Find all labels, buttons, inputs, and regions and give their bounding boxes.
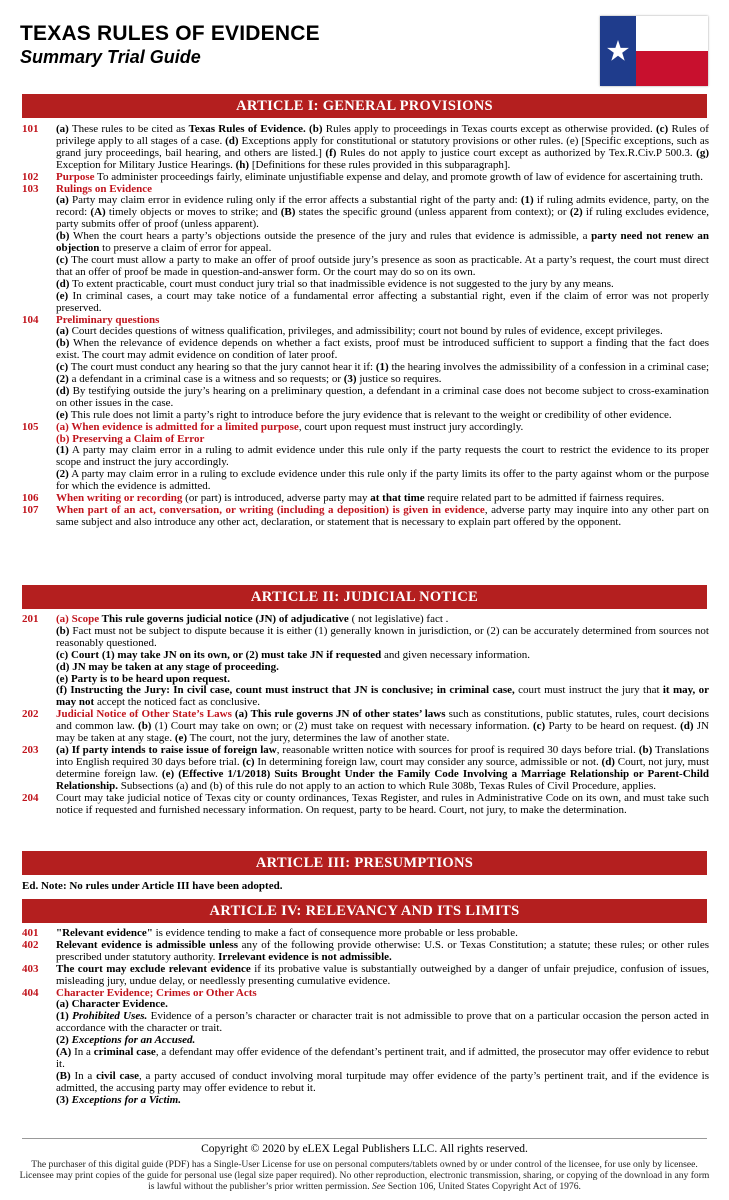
rule-103: 103 Rulings on Evidence (a) Party may claim error in evidence ruling only if the error affects a substantial right of the party and: (1) if ruling admits evidence, party, on the record: (A) timely objects or moves to strike; and (B) states the specific ground (unless apparent from context); or (2) if ruling excludes evidence, party submits offer of proof (unless apparent). (b) When the court hears a party’s objections outside the presence of the jury and rules that evidence is admissible, a party need not renew an objection to preserve a claim of error for appeal. (c) The court must allow a party to make an offer of proof outside jury’s presence as soon as practicable. At a party’s request, the court must direct that an offer of proof be made in question-and-answer form. Or the court may do so on its own. (d) To extent practicable, court must conduct jury trial so that inadmissible evidence is not suggested to the jury by any means. (e) In criminal cases, a court may take notice of a fundamental error affecting a substantial right, even if the claim of error was not properly preserved. <box>22 182 709 314</box>
texas-flag-icon <box>600 16 708 86</box>
rule-204: 204 Court may take judicial notice of Texas city or county ordinances, Texas Register, and rules in Administrative Code on its own, and must take such notice if requested and furnished necessary information. On request, party to be heard. Court, not jury, to make the determination. <box>22 791 709 816</box>
rule-number: 107 <box>22 504 39 516</box>
copyright: Copyright © 2020 by eLEX Legal Publishers LLC. All rights reserved. <box>201 1143 528 1155</box>
rule-102: 102 Purpose To administer proceedings fairly, eliminate unjustifiable expense and delay, and promote growth of law of evidence for ascertaining truth. <box>22 170 704 183</box>
article-3-heading: ARTICLE III: PRESUMPTIONS <box>22 851 707 875</box>
license-notice: The purchaser of this digital guide (PDF) has a Single-User License for use on personal computers/tablets owned by or under control of the licensee, for use only by licensee. Licensee may print copies of the guide for personal use (legal size paper required). No other reproduction, electronic transmission, sharing, or copying of the download in any form is lawful without the publisher’s prior written permission. See Section 106, United States Copyright Act of 1976. <box>19 1159 710 1192</box>
rule-101: 101 (a) These rules to be cited as Texas Rules of Evidence. (b) Rules apply to proceedings in Texas courts except as otherwise provided. (c) Rules of privilege apply to all stages of a case. (d) Exceptions apply for constitutional or statutory provisions or other rules. (e) [Specific exceptions, such as grand jury proceedings, bail hearing, and others are listed.] (f) Rules do not apply to justice court except as authorized by Tex.R.Civ.P 500.3. (g) Exception for Military Justice Hearings. (h) [Definitions for these rules provided in this subparagraph]. <box>22 123 709 171</box>
rule-403: 403 The court may exclude relevant evidence if its probative value is substantially outweighed by a danger of unfair prejudice, confusion of issues, misleading jury, undue delay, or needlessly presenting cumulative evidence. <box>22 962 709 987</box>
rule-106: 106 When writing or recording (or part) is introduced, adverse party may at that time require related part to be admitted if fairness requires. <box>22 492 665 505</box>
article-1-heading: ARTICLE I: GENERAL PROVISIONS <box>22 94 707 118</box>
rule-number: 105 <box>22 420 39 433</box>
rule-404: 404 Character Evidence; Crimes or Other Acts (a) Character Evidence. (1) Prohibited Uses. Evidence of a person’s character or character trait is not admissible to prove that on a particular occasion the person acted in accordance with the character or trait. (2) Exceptions for an Accused. (A) In a criminal case, a defendant may offer evidence of the defendant’s pertinent trait, and if admitted, the prosecutor may offer evidence to rebut it. (B) In a civil case, a party accused of conduct involving moral turpitude may offer evidence of the party’s pertinent trait, and if the evidence is admitted, the accusing party may offer evidence to rebut it. (3) Exceptions for a Victim. <box>22 986 710 1106</box>
article-1-rules <box>22 124 709 529</box>
rule-107: 107 When part of an act, conversation, or writing (including a deposition) is given in evidence, adverse party may inquire into any other part on same subject and also introduce any other act, declaration, or statement that is necessary to explain part offered by the opponent. <box>22 504 709 528</box>
article-4-heading: ARTICLE IV: RELEVANCY AND ITS LIMITS <box>22 899 707 923</box>
rule-number: 203 <box>22 743 39 756</box>
rule-number: 106 <box>22 492 39 505</box>
rule-number: 104 <box>22 313 39 326</box>
footer-divider <box>22 1138 707 1139</box>
rule-104: 104 Preliminary questions (a) Court decides questions of witness qualification, privileges, and admissibility; court not bound by rules of evidence, except privileges. (b) When the relevance of evidence depends on whether a fact exists, proof must be introduced sufficient to support a finding that the fact does exist. The court may admit evidence on condition of later proof. (c) The court must conduct any hearing so that the jury cannot hear it if: (1) the hearing involves the admissibility of a confession in a criminal case; (2) a defendant in a criminal case is a witness and so requests; or (3) justice so requires. (d) By testifying outside the jury’s hearing on a preliminary question, a defendant in a criminal case does not become subject to cross-examination on other issues in the case. (e) This rule does not limit a party’s right to introduce before the jury evidence that is relevant to the weight or credibility of other evidence. <box>22 313 710 421</box>
article-2-rules <box>22 614 709 816</box>
article-2-heading: ARTICLE II: JUDICIAL NOTICE <box>22 585 707 609</box>
rule-402: 402 Relevant evidence is admissible unless any of the following provide otherwise: U.S. or Texas Constitution; a statute; these rules; or other rules prescribed under statutory authority. Irrelevant evidence is not admissible. <box>22 938 709 963</box>
rule-number: 101 <box>22 123 39 135</box>
document-title: TEXAS RULES OF EVIDENCE <box>20 22 320 45</box>
rule-number: 204 <box>22 791 39 804</box>
rule-number: 403 <box>22 962 39 975</box>
document-subtitle: Summary Trial Guide <box>20 47 201 67</box>
rule-203: 203 (a) If party intends to raise issue of foreign law, reasonable written notice with sources for proof is required 30 days before trial. (b) Translations into English required 30 days before trial. (c) In determining foreign law, court may consider any source, admissible or not. (d) Court, not jury, must determine foreign law. (e) (Effective 1/1/2018) Suits Brought Under the Family Code Involving a Marriage Relationship or Parent-Child Relationship. Subsections (a) and (b) of this rule do not apply to an action to which Rule 308b, Texas Rules of Civil Procedure, applies. <box>22 743 710 792</box>
rule-number: 202 <box>22 708 39 721</box>
rule-number: 404 <box>22 986 39 999</box>
article-4-rules <box>22 928 709 1107</box>
ed-note: Ed. Note: No rules under Article III have been adopted. <box>22 880 283 892</box>
rule-number: 401 <box>22 927 39 939</box>
rule-201: 201 (a) Scope This rule governs judicial notice (JN) of adjudicative ( not legislative) fact . (b) Fact must not be subject to dispute because it is either (1) generally known in jurisdiction, or (2) can be accurately determined from sources not reasonably questioned. (c) Court (1) may take JN on its own, or (2) must take JN if requested and given necessary information. (d) JN may be taken at any stage of proceeding. (e) Party is to be heard upon request. (f) Instructing the Jury: In civil case, count must instruct that JN is conclusive; in criminal case, court must instruct the jury that it may, or may not accept the noticed fact as conclusive. <box>22 613 709 709</box>
rule-number: 402 <box>22 938 39 951</box>
rule-number: 103 <box>22 182 39 195</box>
rule-number: 102 <box>22 170 39 183</box>
rule-105: 105 (a) When evidence is admitted for a limited purpose, court upon request must instruct jury accordingly. (b) Preserving a Claim of Error (1) A party may claim error in a ruling to admit evidence under this rule only if the party requests the court to restrict the evidence to its proper scope and instruct the jury accordingly. (2) A party may claim error in a ruling to exclude evidence under this rule only if the party limits its offer to the party against whom or the purpose for which the evidence is admitted. <box>22 420 709 493</box>
rule-number: 201 <box>22 613 39 625</box>
header <box>20 22 320 68</box>
rule-202: 202 Judicial Notice of Other State’s Laws (a) This rule governs JN of other states’ laws such as constitutions, public statutes, rules, court decisions and common law. (b) (1) Court may take on own; or (2) must take on request with necessary information. (c) Party to be heard on request. (d) JN may be taken at any stage. (e) The court, not the jury, determines the law of another state. <box>22 708 710 745</box>
rule-401: 401 "Relevant evidence" is evidence tending to make a fact of consequence more probable or less probable. <box>22 927 518 939</box>
